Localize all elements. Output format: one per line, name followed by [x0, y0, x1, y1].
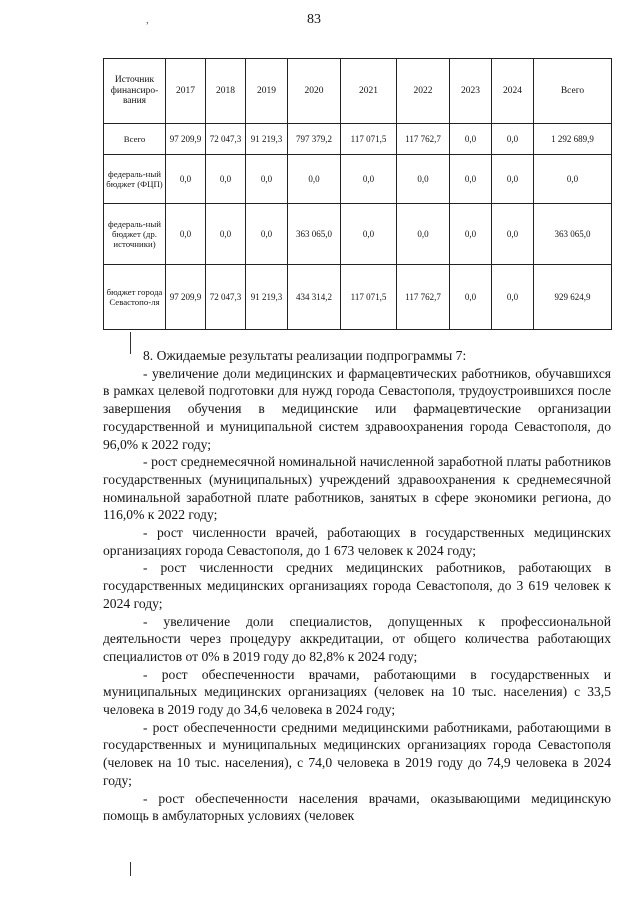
table-cell: 0,0	[534, 155, 612, 204]
table-cell: 363 065,0	[288, 204, 341, 265]
table-cell: 0,0	[166, 204, 206, 265]
table-cell: 0,0	[246, 155, 288, 204]
table-cell: 91 219,3	[246, 265, 288, 330]
stray-mark: ,	[146, 14, 149, 26]
margin-line	[130, 862, 131, 876]
table-cell: 0,0	[206, 155, 246, 204]
result-item: - увеличение доли специалистов, допущенных к профессиональной деятельности через процедуру аккредитации, от общего количества работающих специалистов от 0% в 2019 году до 82,8% к 2024 году;	[103, 613, 611, 664]
table-cell: 0,0	[288, 155, 341, 204]
result-item: - рост обеспеченности средними медицинскими работниками, работающими в государственных и муниципальных медицинских организациях города Севастополя (человек на 10 тыс. населения), с 74,0 человека в 2019 году до 74,9 человека в 2024 году;	[103, 719, 611, 788]
results-section	[103, 347, 611, 825]
table-cell: 117 762,7	[397, 265, 450, 330]
table-header-cell: Источник финансиро-вания	[104, 59, 166, 124]
table-cell: 0,0	[397, 155, 450, 204]
table-header-cell: 2018	[206, 59, 246, 124]
row-label: Всего	[104, 124, 166, 155]
table-cell: 0,0	[397, 204, 450, 265]
table-header-cell: 2017	[166, 59, 206, 124]
table-cell: 363 065,0	[534, 204, 612, 265]
table-header-cell: 2023	[450, 59, 492, 124]
table-cell: 0,0	[492, 265, 534, 330]
table-cell: 0,0	[450, 265, 492, 330]
table-cell: 0,0	[492, 204, 534, 265]
result-item: - рост численности врачей, работающих в государственных медицинских организациях города Севастополя, до 1 673 человек к 2024 году;	[103, 525, 611, 558]
table-cell: 91 219,3	[246, 124, 288, 155]
table-cell: 929 624,9	[534, 265, 612, 330]
table-cell: 117 071,5	[341, 265, 397, 330]
row-label: федераль-ный бюджет (др. источники)	[104, 204, 166, 265]
table-cell: 0,0	[341, 155, 397, 204]
table-cell: 0,0	[246, 204, 288, 265]
table-header-cell: 2024	[492, 59, 534, 124]
table-cell: 117 762,7	[397, 124, 450, 155]
table-cell: 0,0	[450, 124, 492, 155]
table-cell: 0,0	[450, 155, 492, 204]
table-cell: 97 209,9	[166, 124, 206, 155]
table-row	[104, 265, 612, 330]
section-heading: 8. Ожидаемые результаты реализации подпрограммы 7:	[143, 348, 467, 363]
table-cell: 1 292 689,9	[534, 124, 612, 155]
table-cell: 434 314,2	[288, 265, 341, 330]
financing-table	[103, 58, 612, 330]
result-item: - рост среднемесячной номинальной начисленной заработной платы работников государственных (муниципальных) учреждений здравоохранения к среднемесячной номинальной заработной плате работников, занятых в сфере экономики региона, до 116,0% к 2022 году;	[103, 454, 611, 523]
table-header-cell: Всего	[534, 59, 612, 124]
table-cell: 0,0	[206, 204, 246, 265]
table-cell: 72 047,3	[206, 265, 246, 330]
table-header-row	[104, 59, 612, 124]
result-item: - увеличение доли медицинских и фармацевтических работников, обучавшихся в рамках целевой подготовки для нужд города Севастополя, трудоустроившихся после завершения обучения в медицинские или фармацевтические организации государственной и муниципальной систем здравоохранения города Севастополя, до 96,0% к 2022 году;	[103, 365, 611, 452]
table-row	[104, 124, 612, 155]
table-cell: 0,0	[341, 204, 397, 265]
result-item: - рост обеспеченности населения врачами, оказывающими медицинскую помощь в амбулаторных условиях (человек	[103, 790, 611, 824]
table-cell: 797 379,2	[288, 124, 341, 155]
table-row	[104, 155, 612, 204]
row-label: федераль-ный бюджет (ФЦП)	[104, 155, 166, 204]
table-cell: 0,0	[492, 124, 534, 155]
table-cell: 0,0	[492, 155, 534, 204]
table-row	[104, 204, 612, 265]
table-header-cell: 2019	[246, 59, 288, 124]
row-label: бюджет города Севастопо-ля	[104, 265, 166, 330]
page-number: 83	[307, 12, 321, 27]
table-cell: 0,0	[166, 155, 206, 204]
table-cell: 72 047,3	[206, 124, 246, 155]
result-item: - рост численности средних медицинских работников, работающих в государственных медицинских организациях города Севастополя, до 3 619 человек к 2024 году;	[103, 560, 611, 611]
table-cell: 97 209,9	[166, 265, 206, 330]
table-cell: 117 071,5	[341, 124, 397, 155]
table-cell: 0,0	[450, 204, 492, 265]
table-header-cell: 2020	[288, 59, 341, 124]
table-header-cell: 2021	[341, 59, 397, 124]
result-item: - рост обеспеченности врачами, работающими в государственных и муниципальных медицинских организациях (человек на 10 тыс. населения) с 33,5 человека в 2019 году до 34,6 человека в 2024 году;	[103, 666, 611, 718]
table-header-cell: 2022	[397, 59, 450, 124]
